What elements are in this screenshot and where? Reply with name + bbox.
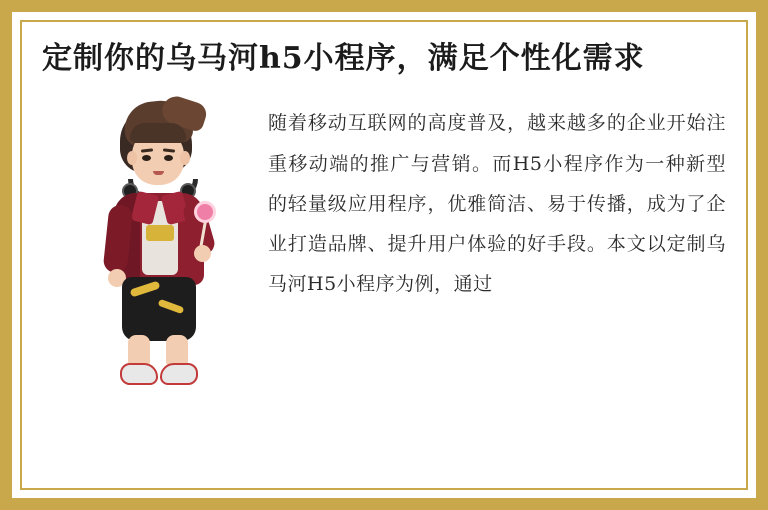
right-shoe-shape <box>160 363 198 385</box>
right-ear-shape <box>180 151 190 165</box>
article-body <box>42 93 726 405</box>
character-figure <box>84 105 234 405</box>
lollipop-icon <box>194 201 216 223</box>
fringe-shape <box>130 123 186 143</box>
character-illustration <box>84 105 234 405</box>
poster-content <box>12 12 756 498</box>
shirt-graphic-shape <box>146 225 174 241</box>
page-title: 定制你的乌马河h5小程序，满足个性化需求 <box>42 41 645 76</box>
left-shoe-shape <box>120 363 158 385</box>
right-hand-shape <box>194 245 211 262</box>
article-paragraph: 随着移动互联网的高度普及，越来越多的企业开始注重移动端的推广与营销。而H5小程序作为一种新型的轻量级应用程序，优雅简洁、易于传播，成为了企业打造品牌、提升用户体验的好手段。本文以定制乌马河H5小程序为例，通过 <box>268 112 726 296</box>
